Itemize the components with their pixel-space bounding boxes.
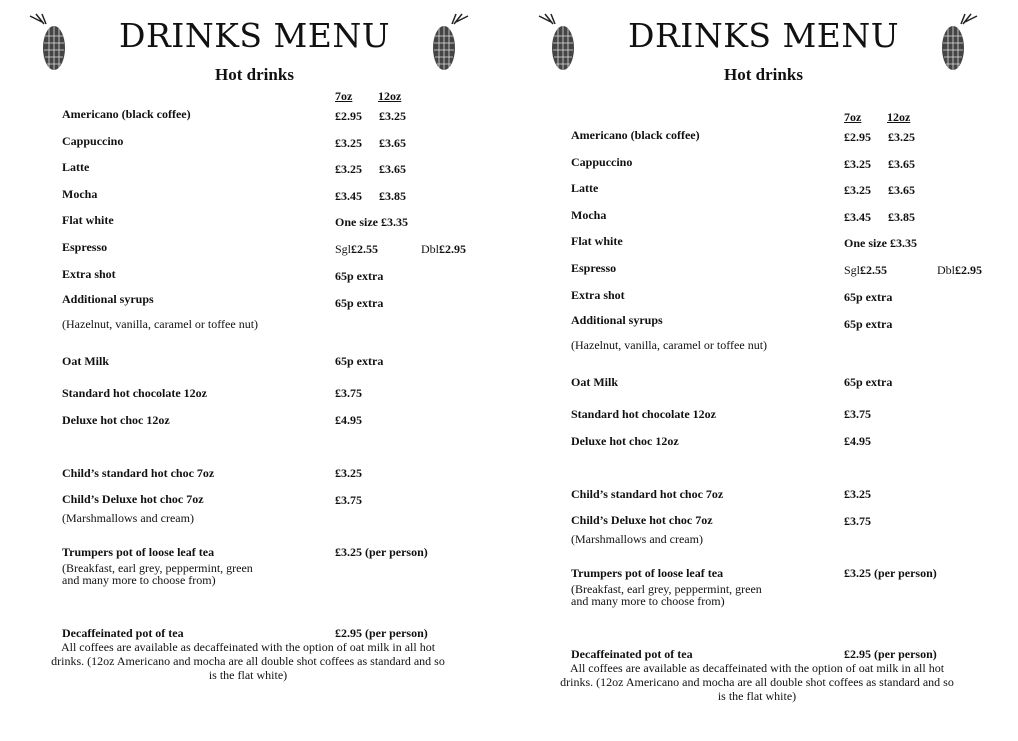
menu-item-price-12oz: £3.25: [379, 109, 406, 123]
single-label: Sgl: [335, 242, 352, 256]
menu-item-name: Cappuccino: [62, 134, 124, 148]
column-header-12oz: 12oz: [887, 110, 911, 124]
menu-item-name: Deluxe hot choc 12oz: [571, 434, 679, 448]
menu-item-price-7oz: £3.25: [335, 136, 362, 150]
page-title: DRINKS MENU: [627, 16, 900, 55]
section-title: Hot drinks: [215, 65, 294, 84]
menu-item-price: £3.75: [335, 386, 362, 400]
menu-item-name: Americano (black coffee): [571, 128, 700, 142]
menu-item-name: Oat Milk: [62, 354, 109, 368]
menu-item-name: Mocha: [571, 208, 607, 222]
menu-item-name: Latte: [62, 160, 90, 174]
menu-item-name: Espresso: [62, 240, 108, 254]
menu-item-name: Trumpers pot of loose leaf tea: [62, 545, 215, 559]
double-price: £2.95: [955, 263, 982, 277]
menu-item-price-12oz: £3.65: [888, 183, 915, 197]
menu-item-price: 65p extra: [844, 375, 893, 389]
single-label: Sgl: [844, 263, 861, 277]
menu-item-name: Trumpers pot of loose leaf tea: [571, 566, 724, 580]
page-title: DRINKS MENU: [118, 16, 391, 55]
menu-item-name: Additional syrups: [571, 313, 663, 327]
footer-note: All coffees are available as decaffeinated with the option of oat milk in all hot drinks. (12oz Americano and mocha are all double shot coffees as standard and so is the flat white): [560, 661, 954, 703]
footer-note: All coffees are available as decaffeinated with the option of oat milk in all hot drinks. (12oz Americano and mocha are all double shot coffees as standard and so is the flat white): [51, 640, 445, 682]
menu-item-price: 65p extra: [844, 290, 893, 304]
double-label: Dbl: [937, 263, 955, 277]
menu-item-price-7oz: £2.95: [335, 109, 362, 123]
menu-item-price: 65p extra: [335, 269, 384, 283]
menu-item-name: Decaffeinated pot of tea: [62, 626, 184, 640]
espresso-single-price: [844, 263, 887, 278]
single-price: £2.55: [351, 242, 379, 256]
menu-item-name: Cappuccino: [571, 155, 633, 169]
menu-item-price: £4.95: [335, 413, 362, 427]
menu-item-note: (Hazelnut, vanilla, caramel or toffee nut): [571, 338, 768, 352]
menu-item-name: Extra shot: [62, 267, 116, 281]
single-price: £2.55: [860, 263, 888, 277]
menu-item-name: Extra shot: [571, 288, 625, 302]
double-label: Dbl: [421, 242, 439, 256]
menu-item-name: Additional syrups: [62, 292, 154, 306]
menu-item-price: 65p extra: [844, 317, 893, 331]
menu-item-name: Mocha: [62, 187, 98, 201]
column-header-12oz: 12oz: [378, 89, 402, 103]
section-title: Hot drinks: [724, 65, 803, 84]
menu-item-price-12oz: £3.65: [379, 136, 406, 150]
menu-item-price: One size £3.35: [844, 236, 917, 250]
menu-item-price-12oz: £3.25: [888, 130, 915, 144]
menu-item-price-7oz: £3.25: [844, 157, 871, 171]
menu-item-price-12oz: £3.85: [888, 210, 915, 224]
menu-item-price: £2.95 (per person): [335, 626, 428, 640]
menu-page-right: [509, 0, 1018, 720]
menu-item-price: £2.95 (per person): [844, 647, 937, 661]
menu-item-price: 65p extra: [335, 296, 384, 310]
menu-item-name: Child’s standard hot choc 7oz: [571, 487, 724, 501]
column-header-7oz: 7oz: [844, 110, 862, 124]
column-header-7oz: 7oz: [335, 89, 353, 103]
menu-item-note: (Hazelnut, vanilla, caramel or toffee nut): [62, 317, 259, 331]
menu-item-name: Flat white: [571, 234, 623, 248]
menu-item-name: Latte: [571, 181, 599, 195]
menu-item-name: Oat Milk: [571, 375, 618, 389]
menu-item-price: £3.25: [844, 487, 871, 501]
menu-item-name: Flat white: [62, 213, 114, 227]
menu-item-note: (Marshmallows and cream): [62, 511, 194, 525]
menu-item-price-7oz: £3.45: [335, 189, 362, 203]
espresso-single-price: [335, 242, 378, 257]
menu-item-price-7oz: £2.95: [844, 130, 871, 144]
menu-item-price: One size £3.35: [335, 215, 408, 229]
menu-header: [509, 0, 1018, 84]
menu-item-price: £3.25 (per person): [844, 566, 937, 580]
menu-item-price: £3.75: [335, 493, 362, 507]
menu-item-price-7oz: £3.25: [844, 183, 871, 197]
menu-item-price: 65p extra: [335, 354, 384, 368]
menu-item-name: Child’s Deluxe hot choc 7oz: [62, 492, 204, 506]
espresso-double-price: [421, 242, 466, 257]
menu-item-note: (Breakfast, earl grey, peppermint, green and many more to choose from): [62, 561, 253, 587]
menu-item-price: £3.25 (per person): [335, 545, 428, 559]
menu-item-price: £3.75: [844, 514, 871, 528]
menu-item-name: Child’s Deluxe hot choc 7oz: [571, 513, 713, 527]
menu-page-left: [0, 0, 509, 720]
menu-item-price-12oz: £3.65: [379, 162, 406, 176]
espresso-double-price: [937, 263, 982, 278]
menu-item-name: Deluxe hot choc 12oz: [62, 413, 170, 427]
menu-item-name: Child’s standard hot choc 7oz: [62, 466, 215, 480]
menu-item-price: £4.95: [844, 434, 871, 448]
menu-item-note: (Marshmallows and cream): [571, 532, 703, 546]
menu-header: [0, 0, 509, 84]
menu-item-name: Americano (black coffee): [62, 107, 191, 121]
double-price: £2.95: [439, 242, 466, 256]
menu-item-price-12oz: £3.65: [888, 157, 915, 171]
menu-item-name: Standard hot chocolate 12oz: [571, 407, 716, 421]
menu-item-name: Standard hot chocolate 12oz: [62, 386, 207, 400]
menu-item-note: (Breakfast, earl grey, peppermint, green and many more to choose from): [571, 582, 762, 608]
menu-item-price: £3.25: [335, 466, 362, 480]
menu-item-price-7oz: £3.25: [335, 162, 362, 176]
menu-item-name: Espresso: [571, 261, 617, 275]
menu-item-name: Decaffeinated pot of tea: [571, 647, 693, 661]
menu-item-price-12oz: £3.85: [379, 189, 406, 203]
menu-item-price: £3.75: [844, 407, 871, 421]
menu-item-price-7oz: £3.45: [844, 210, 871, 224]
